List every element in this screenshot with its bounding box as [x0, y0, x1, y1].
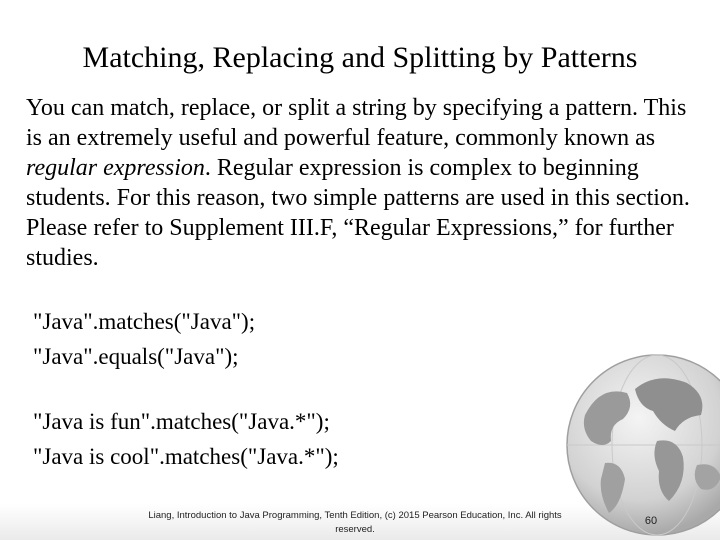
slide-title: Matching, Replacing and Splitting by Patterns — [82, 41, 638, 74]
code-line-equals-java: "Java".equals("Java"); — [33, 344, 239, 369]
footer-copyright: Liang, Introduction to Java Programming, Tenth Edition, (c) 2015 Pearson Education, Inc. All rights reserved. — [148, 510, 562, 535]
regular-expression-term: regular expression — [26, 155, 205, 181]
code-line-matches-java: "Java".matches("Java"); — [33, 309, 256, 334]
body-rest: . Regular expression is complex to beginning students. For this reason, two simple patterns are used in this section. Please refer to Supplement III.F, “Regular Expressions,” for further studies. — [26, 155, 690, 271]
code-line-java-is-fun: "Java is fun".matches("Java.*"); — [33, 409, 330, 434]
code-line-java-is-cool: "Java is cool".matches("Java.*"); — [33, 444, 339, 469]
body-paragraph — [26, 93, 706, 273]
body-intro: You can match, replace, or split a string by specifying a pattern. This is an extremely useful and powerful feature, commonly known as — [26, 95, 687, 151]
page-number: 60 — [644, 515, 658, 527]
globe-icon — [565, 345, 720, 540]
